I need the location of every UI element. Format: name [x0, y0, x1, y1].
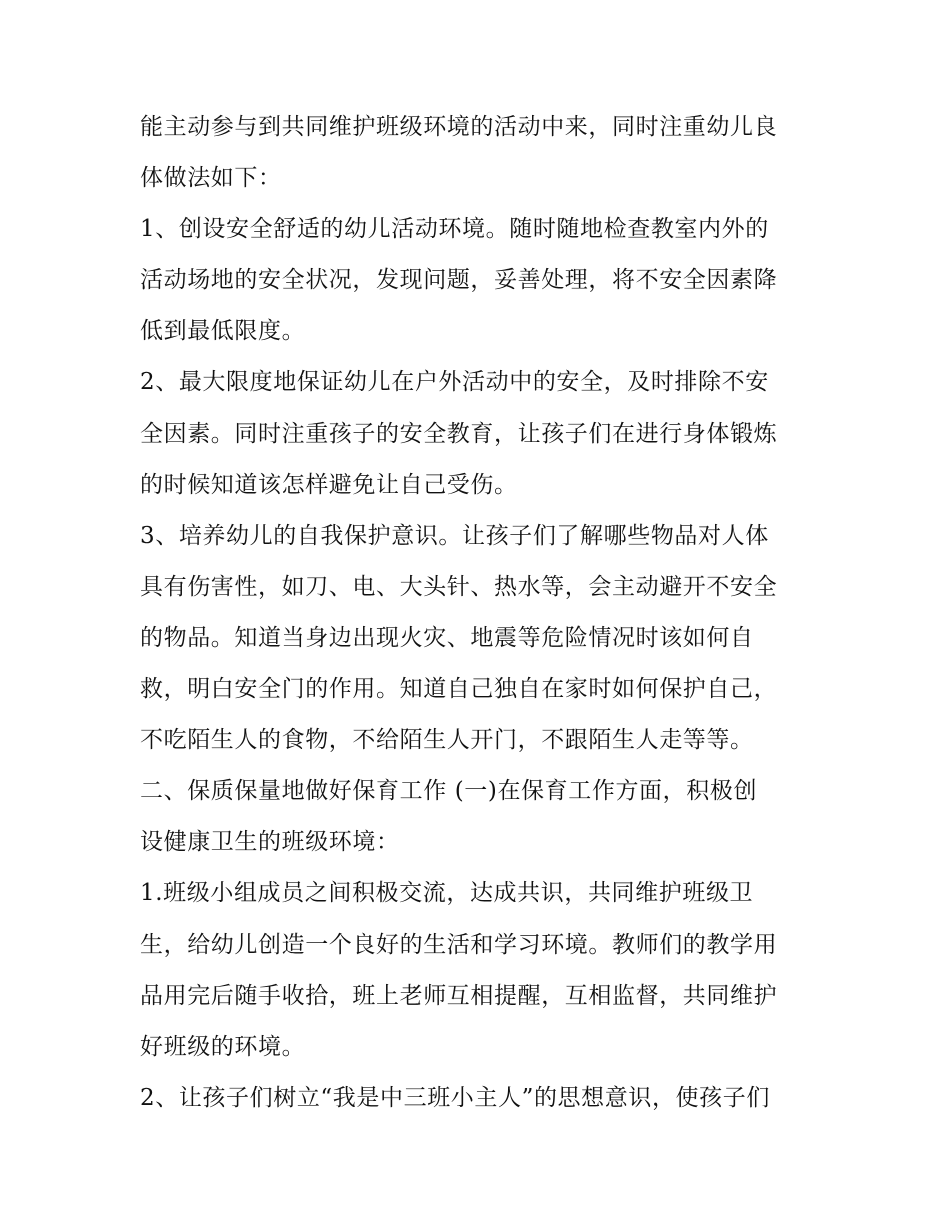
text-line-2: 体做法如下：	[140, 165, 282, 192]
text-line-3: 1、创设安全舒适的幼儿活动环境。随时随地检查教室内外的	[140, 216, 769, 243]
text-line-10: 具有伤害性，如刀、电、大头针、热水等，会主动避开不安全	[140, 573, 778, 600]
text-line-15: 设健康卫生的班级环境：	[140, 829, 400, 856]
text-line-11: 的物品。知道当身边出现火灾、地震等危险情况时该如何自	[140, 624, 754, 651]
text-line-18: 品用完后随手收拾，班上老师互相提醒，互相监督，共同维护	[140, 982, 778, 1009]
text-line-19: 好班级的环境。	[140, 1033, 306, 1060]
text-line-9: 3、培养幼儿的自我保护意识。让孩子们了解哪些物品对人体	[140, 522, 769, 549]
text-line-8: 的时候知道该怎样避免让自己受伤。	[140, 471, 518, 498]
text-line-5: 低到最低限度。	[140, 318, 306, 345]
text-line-14: 二、保质保量地做好保育工作 (一)在保育工作方面，积极创	[140, 778, 758, 805]
text-line-13: 不吃陌生人的食物，不给陌生人开门，不跟陌生人走等等。	[140, 727, 754, 754]
text-line-4: 活动场地的安全状况，发现问题，妥善处理，将不安全因素降	[140, 267, 778, 294]
text-line-20: 2、让孩子们树立“我是中三班小主人”的思想意识，使孩子们	[140, 1084, 770, 1111]
text-line-1: 能主动参与到共同维护班级环境的活动中来，同时注重幼儿良	[140, 114, 778, 140]
text-line-6: 2、最大限度地保证幼儿在户外活动中的安全，及时排除不安	[140, 369, 769, 396]
text-line-12: 救，明白安全门的作用。知道自己独自在家时如何保护自己，	[140, 676, 778, 703]
text-line-16: 1.班级小组成员之间积极交流，达成共识，共同维护班级卫	[140, 880, 754, 907]
document-body	[140, 102, 830, 1124]
text-line-7: 全因素。同时注重孩子的安全教育，让孩子们在进行身体锻炼	[140, 420, 778, 447]
text-line-17: 生，给幼儿创造一个良好的生活和学习环境。教师们的教学用	[140, 931, 778, 958]
